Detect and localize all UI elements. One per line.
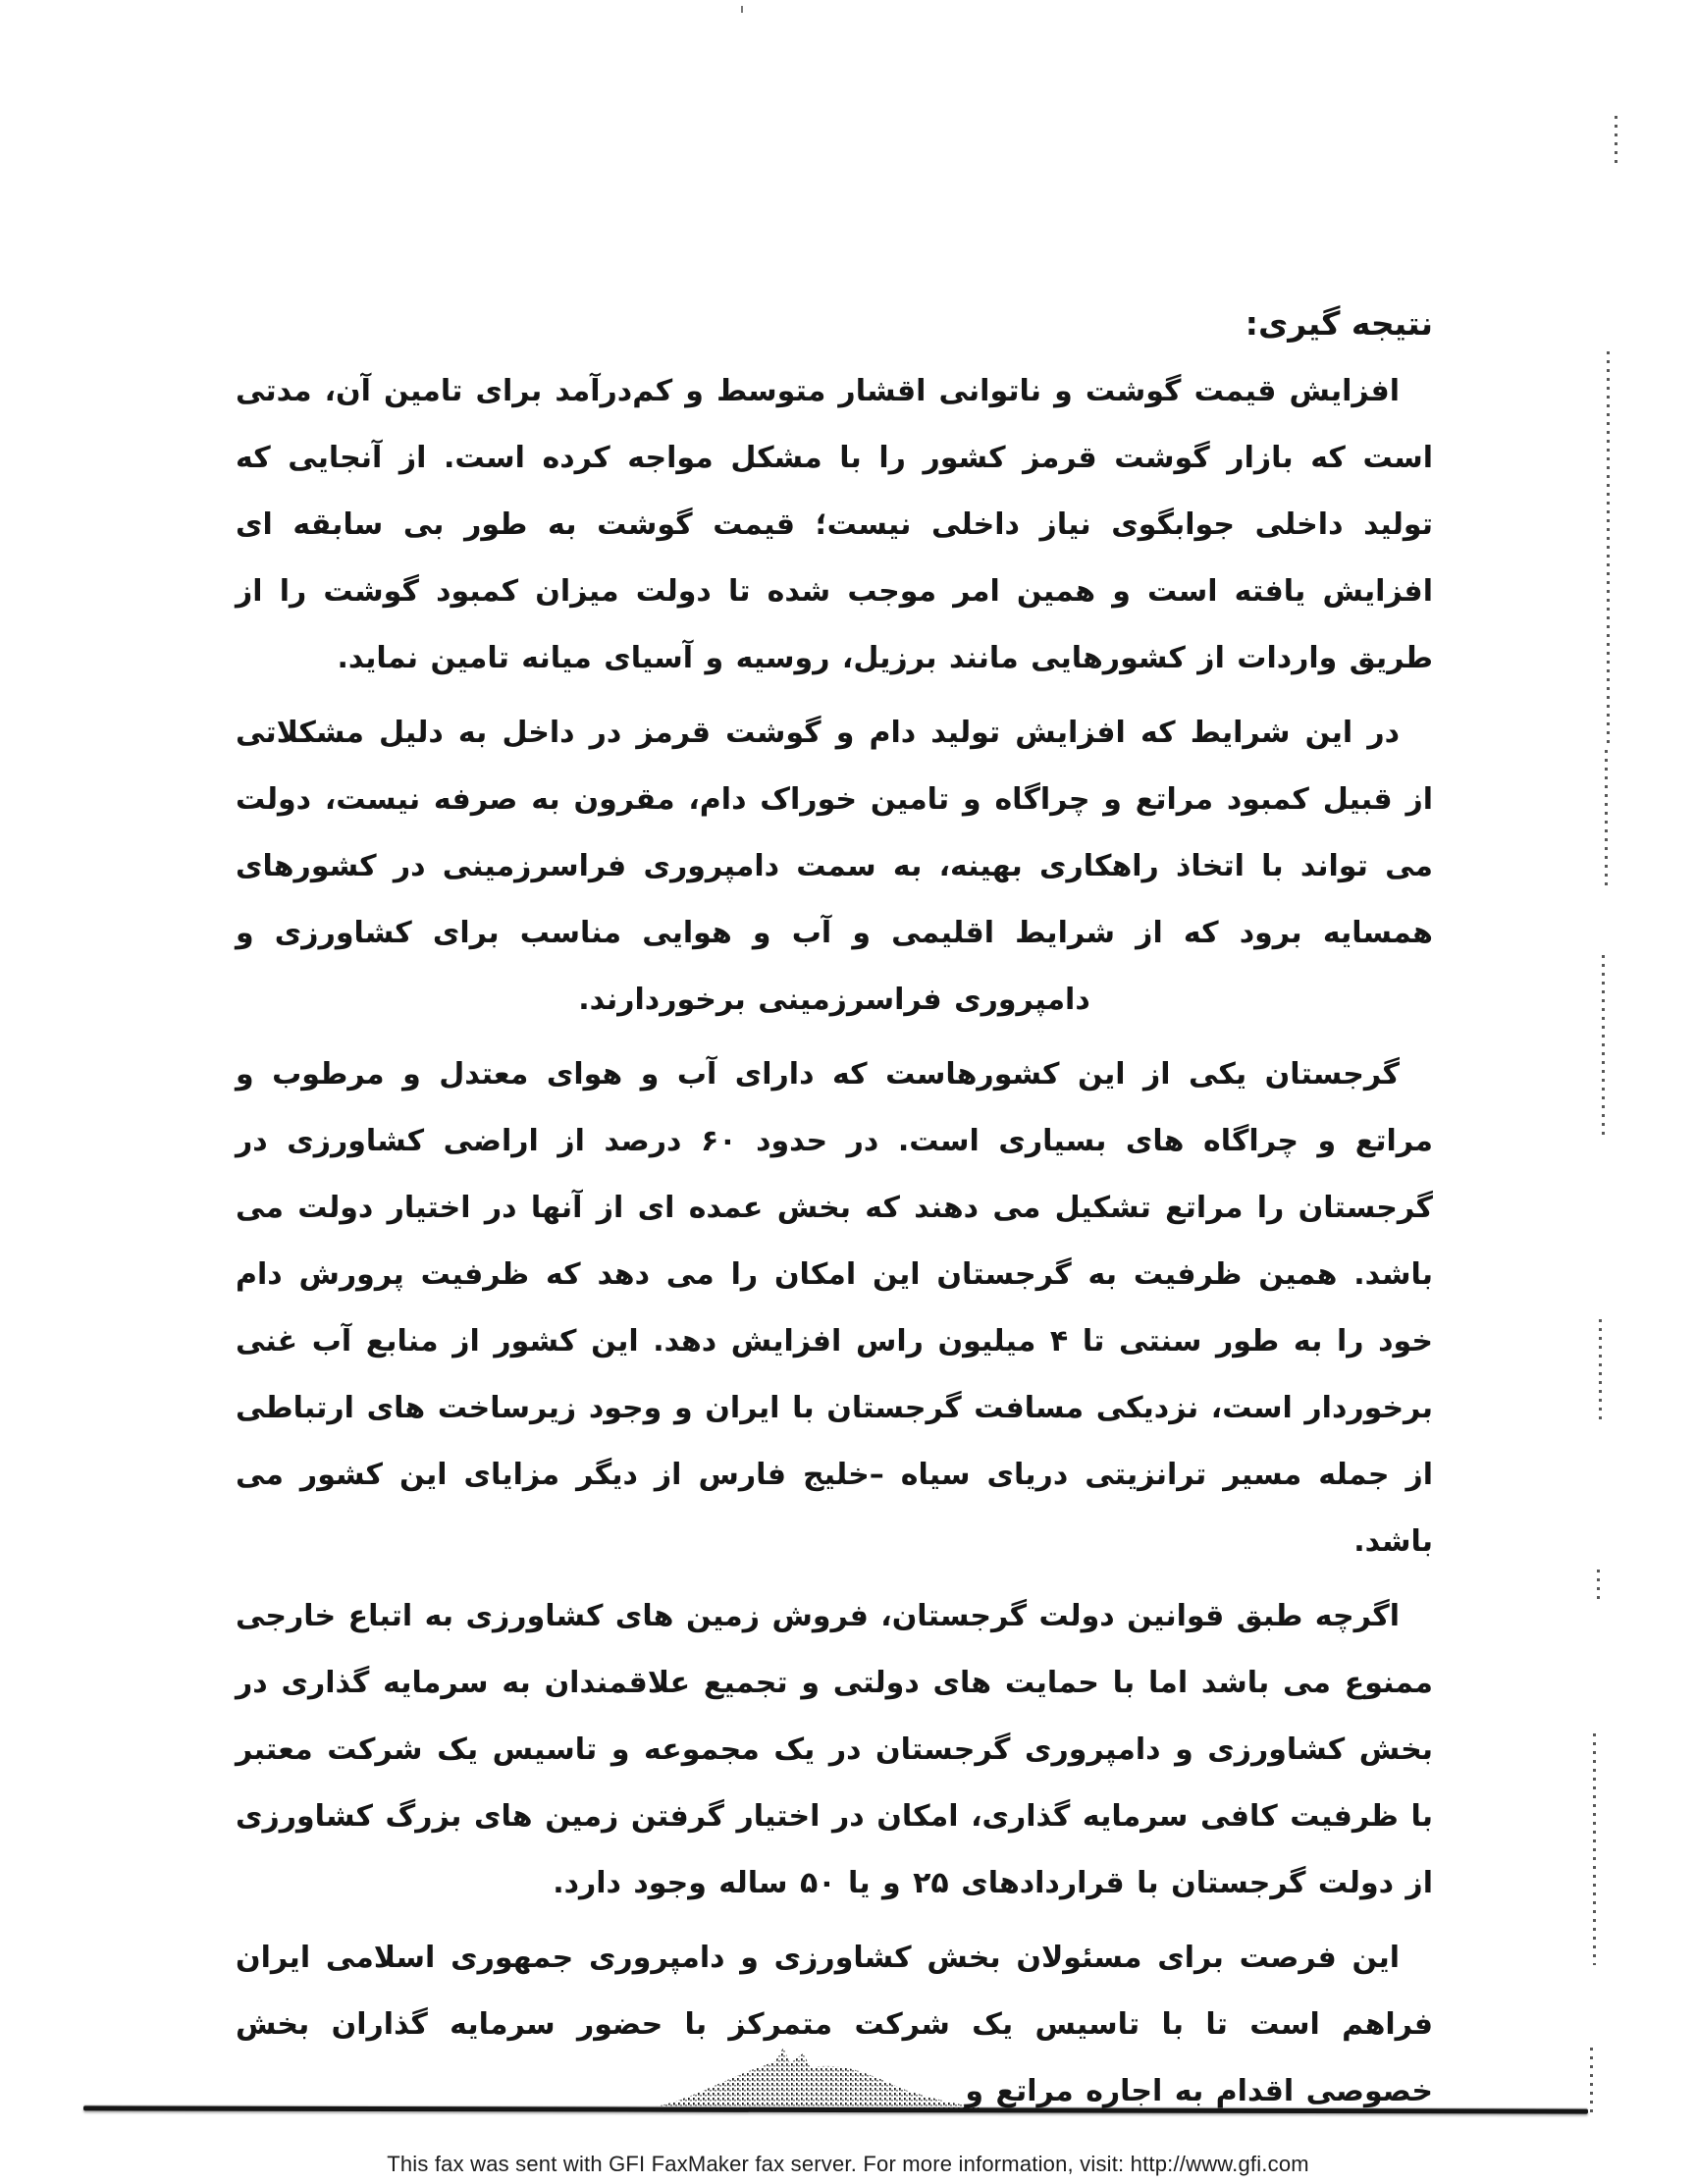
paragraph-2: در این شرایط که افزایش تولید دام و گوشت قرمز در داخل به دلیل مشکلاتی از قبیل کمبود مراتع و چراگاه و تامین خوراک دام، مقرون به صرفه نیست، دولت می تواند با اتخاذ راهکاری بهینه، به سمت دامپروری فراسرزمینی در کشورهای همسایه برود که از شرایط اقلیمی و آب و هوایی مناسب برای کشاورزی و دامپروری فراسرزمینی برخوردارند. — [236, 716, 1433, 1017]
paragraph-5: این فرصت برای مسئولان بخش کشاورزی و دامپروری جمهوری اسلامی ایران فراهم است تا با تاسیس یک شرکت متمرکز با حضور سرمایه گذاران بخش خصوصی اقدام به اجاره مراتع و — [236, 1941, 1433, 2108]
scan-dotted-edge-artifact — [1590, 2048, 1593, 2114]
paragraph-3: گرجستان یکی از این کشورهاست که دارای آب و هوای معتدل و مرطوب و مراتع و چراگاه های بسیاری است. در حدود ۶۰ درصد از اراضی کشاورزی در گرجستان را مراتع تشکیل می دهند که بخش عمده ای از آنها در اختیار دولت می باشد. همین ظرفیت به گرجستان این امکان را می دهد که ظرفیت پرورش دام خود را به طور سنتی تا ۴ میلیون راس افزایش دهد. این کشور از منابع آب غنی برخوردار است، نزدیکی مسافت گرجستان با ایران و وجود زیرساخت های ارتباطی از جمله مسیر ترانزیتی دریای سیاه –خلیج فارس از دیگر مزایای این کشور می باشد. — [236, 1057, 1433, 1559]
scan-smudge-artifact — [628, 2048, 1001, 2112]
conclusion-heading: نتیجه گیری: — [1245, 304, 1433, 343]
scan-dotted-edge-artifact — [1599, 1319, 1602, 1419]
scan-dotted-edge-artifact — [1615, 116, 1617, 165]
scan-dotted-edge-artifact — [1605, 750, 1608, 885]
scan-dot-artifact — [741, 6, 743, 13]
scan-dotted-edge-artifact — [1593, 1733, 1596, 1965]
paragraph-1: افزایش قیمت گوشت و ناتوانی اقشار متوسط و کم‌درآمد برای تامین آن، مدتی است که بازار گوشت قرمز کشور را با مشکل مواجه کرده است. از آنجایی که تولید داخلی جوابگوی نیاز داخلی نیست؛ قیمت گوشت به طور بی سابقه ای افزایش یافته است و همین امر موجب شده تا دولت میزان کمبود گوشت را از طریق واردات از کشورهایی مانند برزیل، روسیه و آسیای میانه تامین نماید. — [236, 374, 1433, 675]
scan-dotted-edge-artifact — [1597, 1570, 1600, 1603]
document-body — [236, 290, 1433, 2133]
fax-footer-text: This fax was sent with GFI FaxMaker fax server. For more information, visit: http://www.gfi.com — [387, 2152, 1309, 2176]
scan-dotted-edge-artifact — [1602, 955, 1605, 1138]
paragraph-4: اگرچه طبق قوانین دولت گرجستان، فروش زمین های کشاورزی به اتباع خارجی ممنوع می باشد اما با حمایت های دولتی و تجمیع علاقمندان به سرمایه گذاری در بخش کشاورزی و دامپروری گرجستان در یک مجموعه و تاسیس یک شرکت معتبر با ظرفیت کافی سرمایه گذاری، امکان در اختیار گرفتن زمین های بزرگ کشاورزی از دولت گرجستان با قراردادهای ۲۵ و یا ۵۰ ساله وجود دارد. — [236, 1599, 1433, 1900]
scan-dotted-edge-artifact — [1607, 351, 1610, 748]
